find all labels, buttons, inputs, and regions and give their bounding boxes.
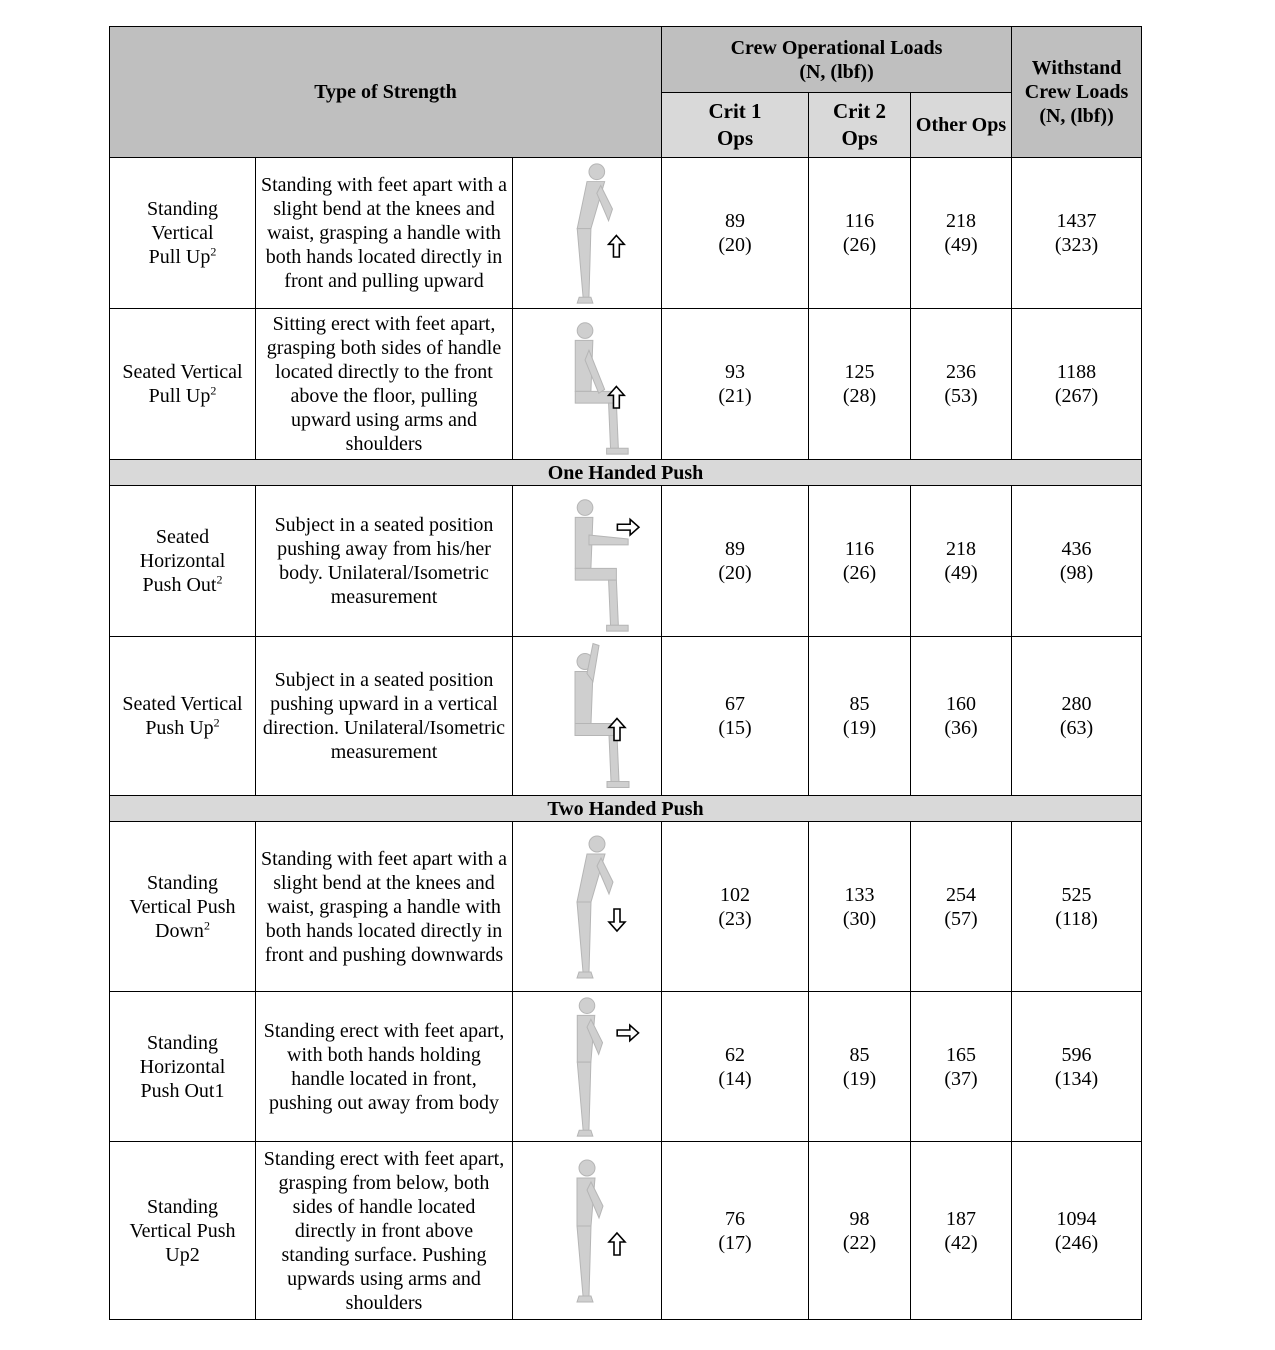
other-ops-value-lbf: (49) (944, 234, 978, 256)
header-withstand-line3: (N, (lbf)) (1039, 105, 1114, 127)
crit2-ops-value-newtons: 116 (844, 210, 875, 232)
posture-figure-cell (513, 637, 662, 796)
other-ops-value-lbf: (37) (944, 1067, 978, 1090)
strength-type-name-line: Vertical Push (129, 895, 236, 918)
other-ops-value (911, 637, 1012, 796)
crit1-ops-value-lbf: (14) (718, 1067, 752, 1090)
strength-type-name (110, 637, 256, 796)
other-ops-value-lbf: (49) (944, 562, 978, 584)
header-other-ops: Other Ops (911, 93, 1012, 158)
withstand-crew-load-value (1012, 992, 1142, 1142)
strength-type-name (110, 1142, 256, 1320)
crit2-ops-value-lbf: (30) (842, 907, 877, 930)
header-crit1-line2: Ops (716, 126, 754, 150)
up-arrow-icon (609, 235, 625, 257)
header-withstand-line1: Withstand (1031, 57, 1122, 79)
header-withstand-crew-loads (1012, 27, 1142, 158)
crit1-ops-value (662, 309, 809, 460)
crit1-ops-value (662, 158, 809, 309)
header-crew-operational-title: Crew Operational Loads (730, 36, 943, 59)
other-ops-value (911, 1142, 1012, 1320)
table-row (110, 822, 1142, 992)
withstand-crew-load-value-newtons: 280 (1061, 693, 1092, 715)
header-crit2-line1: Crit 2 (832, 99, 887, 123)
strength-type-name-line: Standing (146, 198, 219, 220)
crit2-ops-value-lbf: (26) (842, 562, 877, 584)
footnote-marker: 2 (216, 572, 223, 587)
other-ops-value (911, 992, 1012, 1142)
header-crit2-ops (809, 93, 911, 158)
posture-figure-cell (513, 158, 662, 309)
strength-type-name-line: Seated Vertical (122, 361, 243, 383)
posture-figure-cell (513, 992, 662, 1142)
header-crew-operational-loads (662, 27, 1012, 93)
withstand-crew-load-value (1012, 309, 1142, 460)
other-ops-value-newtons: 165 (946, 1043, 977, 1066)
posture-figure-cell (513, 486, 662, 637)
strength-type-name-line: Horizontal (139, 550, 226, 572)
strength-type-name-line: Pull Up (148, 246, 211, 268)
seated-push-up-figure (517, 639, 657, 794)
strength-type-name-line: Pull Up (148, 385, 211, 407)
other-ops-value-newtons: 218 (946, 538, 977, 560)
section-one-handed-push: One Handed Push (110, 460, 1142, 486)
footnote-marker: 2 (210, 383, 217, 398)
withstand-crew-load-value-lbf: (98) (1059, 562, 1094, 584)
crit1-ops-value-newtons: 76 (725, 1207, 746, 1230)
right-arrow-icon (617, 519, 639, 535)
strength-description: Standing erect with feet apart, with both hands holding handle located in front, pushing out away from body (256, 992, 513, 1142)
standing-bent-push-down-figure (517, 824, 657, 990)
strength-description: Standing with feet apart with a slight bend at the knees and waist, grasping a handle with both hands located directly in front and pushing downwards (256, 822, 513, 992)
strength-description: Subject in a seated position pushing away from his/her body. Unilateral/Isometric measurement (256, 486, 513, 637)
withstand-crew-load-value-newtons: 596 (1061, 1043, 1092, 1066)
withstand-crew-load-value-newtons: 525 (1061, 883, 1092, 906)
withstand-crew-load-value (1012, 637, 1142, 796)
other-ops-value (911, 822, 1012, 992)
strength-description: Standing with feet apart with a slight bend at the knees and waist, grasping a handle with both hands located directly in front and pulling upward (256, 158, 513, 309)
strength-type-name-line: Standing (146, 1031, 219, 1054)
crit2-ops-value-newtons: 85 (849, 1043, 870, 1066)
withstand-crew-load-value (1012, 822, 1142, 992)
crit2-ops-value-newtons: 85 (849, 693, 870, 715)
crit1-ops-value-newtons: 89 (725, 210, 746, 232)
crit2-ops-value-lbf: (28) (842, 385, 877, 407)
withstand-crew-load-value (1012, 158, 1142, 309)
crit1-ops-value (662, 822, 809, 992)
down-arrow-icon (609, 909, 625, 931)
crit2-ops-value-newtons: 98 (849, 1207, 870, 1230)
crit2-ops-value-newtons: 116 (844, 538, 875, 560)
crit1-ops-value-lbf: (20) (718, 234, 752, 256)
crit2-ops-value (809, 992, 911, 1142)
strength-type-name-line: Up2 (165, 1243, 200, 1266)
withstand-crew-load-value-lbf: (134) (1054, 1067, 1099, 1090)
other-ops-value-lbf: (42) (944, 1231, 978, 1254)
standing-bent-pull-up-figure (517, 160, 657, 307)
crit2-ops-value (809, 1142, 911, 1320)
strength-type-name-line: Seated (155, 526, 210, 548)
strength-type-name (110, 158, 256, 309)
crit1-ops-value-newtons: 89 (725, 538, 746, 560)
other-ops-value-newtons: 236 (946, 361, 977, 383)
other-ops-value-lbf: (57) (944, 907, 978, 930)
header-type-of-strength: Type of Strength (110, 27, 662, 158)
crit2-ops-value-lbf: (19) (842, 717, 877, 739)
header-crit1-line1: Crit 1 (708, 99, 762, 123)
footnote-marker: 2 (203, 917, 210, 932)
strength-type-name-line: Down (155, 919, 204, 942)
other-ops-value-newtons: 187 (946, 1207, 977, 1230)
crit1-ops-value-newtons: 67 (725, 693, 746, 715)
crit2-ops-value (809, 309, 911, 460)
withstand-crew-load-value-lbf: (323) (1054, 234, 1099, 256)
withstand-crew-load-value-lbf: (246) (1054, 1231, 1099, 1254)
crit1-ops-value-newtons: 62 (725, 1043, 746, 1066)
withstand-crew-load-value-newtons: 1188 (1056, 361, 1097, 383)
strength-type-name-line: Push Out (142, 574, 217, 596)
seated-push-out-figure (517, 488, 657, 635)
withstand-crew-load-value (1012, 486, 1142, 637)
table-row (110, 486, 1142, 637)
strength-type-name (110, 822, 256, 992)
crit1-ops-value-lbf: (15) (718, 717, 752, 739)
strength-description: Standing erect with feet apart, grasping from below, both sides of handle located directly in front above standing surface. Pushing upwards using arms and shoulders (256, 1142, 513, 1320)
withstand-crew-load-value-newtons: 1437 (1056, 210, 1097, 232)
crit2-ops-value-lbf: (22) (842, 1231, 877, 1254)
withstand-crew-load-value-lbf: (118) (1055, 907, 1098, 930)
strength-type-name-line: Horizontal (139, 1055, 226, 1078)
withstand-crew-load-value-lbf: (267) (1054, 385, 1099, 407)
crit2-ops-value (809, 822, 911, 992)
crit1-ops-value-lbf: (21) (718, 385, 752, 407)
crit2-ops-value (809, 486, 911, 637)
strength-table (109, 26, 1142, 1320)
strength-type-name-line: Vertical (151, 222, 214, 244)
posture-figure-cell (513, 822, 662, 992)
footnote-marker: 2 (213, 715, 220, 730)
header-crit1-ops (662, 93, 809, 158)
strength-type-name-line: Standing (146, 1195, 219, 1218)
strength-type-name-line: Vertical Push (129, 1219, 236, 1242)
other-ops-value (911, 486, 1012, 637)
crit2-ops-value-lbf: (19) (842, 1067, 877, 1090)
crit1-ops-value-newtons: 93 (725, 361, 746, 383)
strength-type-name (110, 309, 256, 460)
withstand-crew-load-value-lbf: (63) (1059, 717, 1094, 739)
table-row (110, 158, 1142, 309)
withstand-crew-load-value (1012, 1142, 1142, 1320)
header-crew-operational-units: (N, (lbf)) (799, 60, 874, 83)
right-arrow-icon (617, 1025, 638, 1041)
other-ops-value (911, 158, 1012, 309)
posture-figure-cell (513, 309, 662, 460)
up-arrow-icon (609, 1233, 625, 1255)
crit2-ops-value (809, 158, 911, 309)
crit1-ops-value-newtons: 102 (720, 883, 751, 906)
other-ops-value-newtons: 254 (946, 883, 977, 906)
crit1-ops-value-lbf: (17) (718, 1231, 752, 1254)
strength-type-name (110, 992, 256, 1142)
standing-push-up-figure (517, 1144, 657, 1318)
header-withstand-line2: Crew Loads (1024, 81, 1129, 103)
crit1-ops-value (662, 1142, 809, 1320)
crit2-ops-value-lbf: (26) (842, 234, 877, 256)
seated-pull-up-figure (517, 311, 657, 458)
withstand-crew-load-value-newtons: 1094 (1056, 1207, 1097, 1230)
standing-push-out-figure (517, 994, 657, 1140)
crit1-ops-value (662, 486, 809, 637)
other-ops-value-newtons: 218 (946, 210, 977, 232)
withstand-crew-load-value-newtons: 436 (1061, 538, 1092, 560)
crit1-ops-value (662, 637, 809, 796)
table-row (110, 309, 1142, 460)
other-ops-value-lbf: (53) (944, 385, 978, 407)
crit1-ops-value-lbf: (23) (718, 907, 752, 930)
section-two-handed-push: Two Handed Push (110, 796, 1142, 822)
strength-type-name-line: Standing (146, 871, 219, 894)
crit1-ops-value-lbf: (20) (718, 562, 752, 584)
other-ops-value-newtons: 160 (946, 693, 977, 715)
strength-type-name-line: Seated Vertical (122, 693, 243, 715)
strength-description: Sitting erect with feet apart, grasping both sides of handle located directly to the front above the floor, pulling upward using arms and shoulders (256, 309, 513, 460)
table-row (110, 637, 1142, 796)
crit2-ops-value (809, 637, 911, 796)
strength-type-name-line: Push Up (145, 717, 214, 739)
crit2-ops-value-newtons: 133 (844, 883, 875, 906)
header-crit2-line2: Ops (841, 126, 878, 150)
crit2-ops-value-newtons: 125 (844, 361, 875, 383)
other-ops-value-lbf: (36) (944, 717, 978, 739)
table-row (110, 992, 1142, 1142)
footnote-marker: 2 (210, 244, 217, 259)
strength-type-name-line: Push Out1 (140, 1079, 225, 1102)
table-row (110, 1142, 1142, 1320)
strength-type-name (110, 486, 256, 637)
crit1-ops-value (662, 992, 809, 1142)
strength-description: Subject in a seated position pushing upward in a vertical direction. Unilateral/Isometric measurement (256, 637, 513, 796)
other-ops-value (911, 309, 1012, 460)
posture-figure-cell (513, 1142, 662, 1320)
